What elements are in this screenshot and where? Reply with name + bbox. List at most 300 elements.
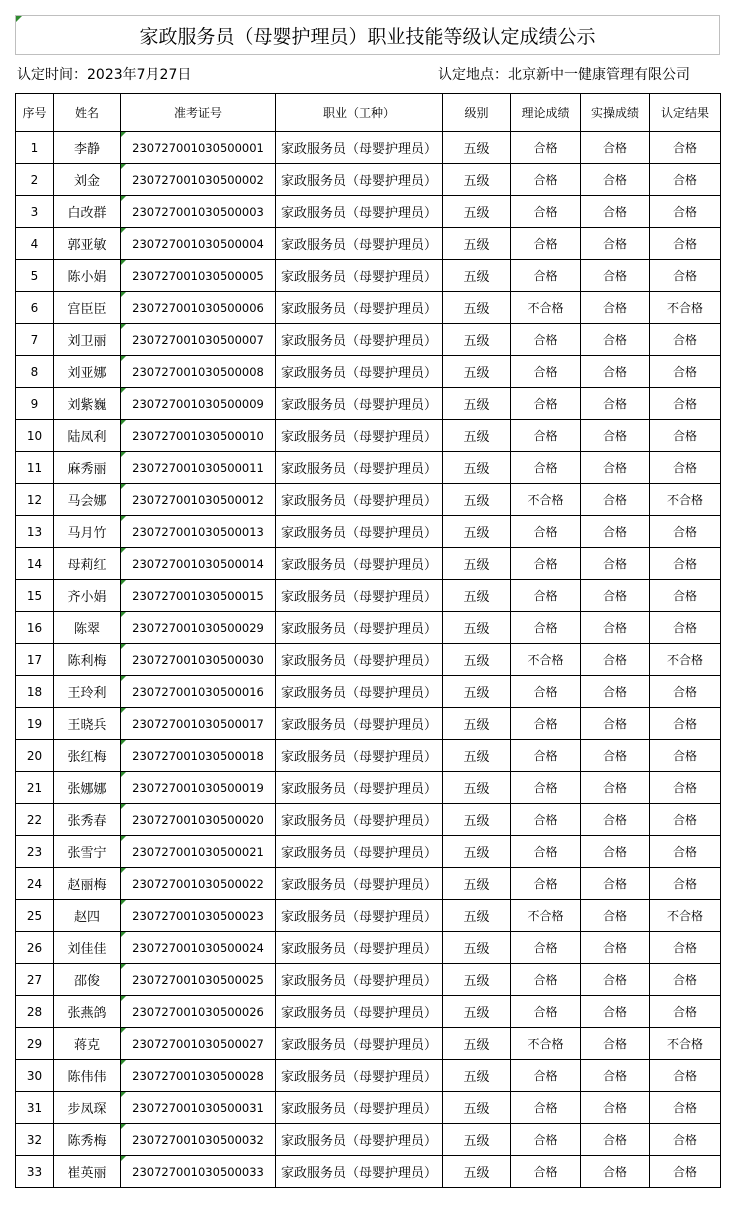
theory-cell: 合格 — [511, 356, 581, 388]
grade-cell: 五级 — [443, 932, 511, 964]
practice-cell: 合格 — [581, 1124, 650, 1156]
cert-number-cell: 230727001030500022 — [121, 868, 276, 900]
theory-cell: 不合格 — [511, 644, 581, 676]
table-row — [16, 612, 721, 644]
theory-cell: 合格 — [511, 452, 581, 484]
theory-cell: 合格 — [511, 836, 581, 868]
table-row — [16, 388, 721, 420]
assessment-place: 认定地点：北京新中一健康管理有限公司 — [438, 67, 690, 83]
cert-number-cell: 230727001030500029 — [121, 612, 276, 644]
name-cell: 崔英丽 — [54, 1156, 121, 1188]
job-cell: 家政服务员（母婴护理员） — [276, 484, 443, 516]
job-cell: 家政服务员（母婴护理员） — [276, 228, 443, 260]
header-theory: 理论成绩 — [511, 94, 581, 132]
job-cell: 家政服务员（母婴护理员） — [276, 804, 443, 836]
result-cell: 合格 — [650, 228, 721, 260]
score-sheet — [15, 15, 720, 1188]
result-cell: 合格 — [650, 868, 721, 900]
grade-cell: 五级 — [443, 612, 511, 644]
name-cell: 陈秀梅 — [54, 1124, 121, 1156]
job-cell: 家政服务员（母婴护理员） — [276, 772, 443, 804]
result-cell: 合格 — [650, 420, 721, 452]
grade-cell: 五级 — [443, 196, 511, 228]
name-cell: 母莉红 — [54, 548, 121, 580]
job-cell: 家政服务员（母婴护理员） — [276, 548, 443, 580]
cert-number-cell: 230727001030500019 — [121, 772, 276, 804]
table-row — [16, 708, 721, 740]
job-cell: 家政服务员（母婴护理员） — [276, 996, 443, 1028]
practice-cell: 合格 — [581, 452, 650, 484]
theory-cell: 不合格 — [511, 1028, 581, 1060]
result-cell: 合格 — [650, 388, 721, 420]
name-cell: 刘卫丽 — [54, 324, 121, 356]
cert-number-cell: 230727001030500015 — [121, 580, 276, 612]
result-cell: 合格 — [650, 932, 721, 964]
grade-cell: 五级 — [443, 1156, 511, 1188]
cert-number-cell: 230727001030500002 — [121, 164, 276, 196]
table-row — [16, 1028, 721, 1060]
result-cell: 不合格 — [650, 644, 721, 676]
seq-cell: 33 — [16, 1156, 54, 1188]
cert-number-cell: 230727001030500009 — [121, 388, 276, 420]
name-cell: 步凤琛 — [54, 1092, 121, 1124]
result-cell: 合格 — [650, 836, 721, 868]
result-cell: 合格 — [650, 324, 721, 356]
result-cell: 合格 — [650, 1092, 721, 1124]
result-cell: 合格 — [650, 516, 721, 548]
cert-number-cell: 230727001030500004 — [121, 228, 276, 260]
table-row — [16, 324, 721, 356]
practice-cell: 合格 — [581, 132, 650, 164]
seq-cell: 28 — [16, 996, 54, 1028]
name-cell: 张娜娜 — [54, 772, 121, 804]
job-cell: 家政服务员（母婴护理员） — [276, 1092, 443, 1124]
result-cell: 合格 — [650, 548, 721, 580]
job-cell: 家政服务员（母婴护理员） — [276, 452, 443, 484]
seq-cell: 7 — [16, 324, 54, 356]
result-cell: 合格 — [650, 196, 721, 228]
table-row — [16, 1156, 721, 1188]
name-cell: 郭亚敏 — [54, 228, 121, 260]
theory-cell: 合格 — [511, 708, 581, 740]
table-row — [16, 996, 721, 1028]
theory-cell: 合格 — [511, 260, 581, 292]
seq-cell: 5 — [16, 260, 54, 292]
name-cell: 邵俊 — [54, 964, 121, 996]
grade-cell: 五级 — [443, 324, 511, 356]
name-cell: 陈翠 — [54, 612, 121, 644]
theory-cell: 合格 — [511, 324, 581, 356]
practice-cell: 合格 — [581, 708, 650, 740]
grade-cell: 五级 — [443, 228, 511, 260]
job-cell: 家政服务员（母婴护理员） — [276, 964, 443, 996]
name-cell: 张雪宁 — [54, 836, 121, 868]
result-cell: 不合格 — [650, 900, 721, 932]
header-name: 姓名 — [54, 94, 121, 132]
assessment-time: 认定时间：2023年7月27日 — [17, 67, 192, 83]
practice-cell: 合格 — [581, 1156, 650, 1188]
cert-number-cell: 230727001030500032 — [121, 1124, 276, 1156]
job-cell: 家政服务员（母婴护理员） — [276, 420, 443, 452]
table-row — [16, 740, 721, 772]
table-row — [16, 804, 721, 836]
name-cell: 刘佳佳 — [54, 932, 121, 964]
practice-cell: 合格 — [581, 964, 650, 996]
practice-cell: 合格 — [581, 644, 650, 676]
table-row — [16, 548, 721, 580]
seq-cell: 11 — [16, 452, 54, 484]
seq-cell: 20 — [16, 740, 54, 772]
table-row — [16, 196, 721, 228]
grade-cell: 五级 — [443, 900, 511, 932]
cert-number-cell: 230727001030500013 — [121, 516, 276, 548]
name-cell: 张红梅 — [54, 740, 121, 772]
header-practice: 实操成绩 — [581, 94, 650, 132]
cert-number-cell: 230727001030500018 — [121, 740, 276, 772]
grade-cell: 五级 — [443, 420, 511, 452]
table-row — [16, 900, 721, 932]
grade-cell: 五级 — [443, 452, 511, 484]
seq-cell: 19 — [16, 708, 54, 740]
cert-number-cell: 230727001030500017 — [121, 708, 276, 740]
grade-cell: 五级 — [443, 1124, 511, 1156]
grade-cell: 五级 — [443, 580, 511, 612]
cert-number-cell: 230727001030500007 — [121, 324, 276, 356]
table-row — [16, 132, 721, 164]
grade-cell: 五级 — [443, 772, 511, 804]
info-row — [15, 55, 720, 93]
practice-cell: 合格 — [581, 164, 650, 196]
practice-cell: 合格 — [581, 228, 650, 260]
theory-cell: 合格 — [511, 388, 581, 420]
theory-cell: 合格 — [511, 228, 581, 260]
table-row — [16, 228, 721, 260]
practice-cell: 合格 — [581, 516, 650, 548]
table-row — [16, 580, 721, 612]
seq-cell: 6 — [16, 292, 54, 324]
table-row — [16, 1092, 721, 1124]
grade-cell: 五级 — [443, 548, 511, 580]
name-cell: 王晓兵 — [54, 708, 121, 740]
result-cell: 合格 — [650, 1156, 721, 1188]
job-cell: 家政服务员（母婴护理员） — [276, 196, 443, 228]
job-cell: 家政服务员（母婴护理员） — [276, 580, 443, 612]
name-cell: 张秀春 — [54, 804, 121, 836]
practice-cell: 合格 — [581, 324, 650, 356]
theory-cell: 合格 — [511, 1060, 581, 1092]
practice-cell: 合格 — [581, 356, 650, 388]
practice-cell: 合格 — [581, 804, 650, 836]
grade-cell: 五级 — [443, 356, 511, 388]
name-cell: 马月竹 — [54, 516, 121, 548]
cert-number-cell: 230727001030500014 — [121, 548, 276, 580]
name-cell: 刘金 — [54, 164, 121, 196]
theory-cell: 不合格 — [511, 484, 581, 516]
seq-cell: 14 — [16, 548, 54, 580]
theory-cell: 合格 — [511, 804, 581, 836]
job-cell: 家政服务员（母婴护理员） — [276, 836, 443, 868]
name-cell: 马会娜 — [54, 484, 121, 516]
theory-cell: 合格 — [511, 420, 581, 452]
theory-cell: 不合格 — [511, 292, 581, 324]
table-body — [16, 132, 721, 1188]
result-cell: 合格 — [650, 580, 721, 612]
job-cell: 家政服务员（母婴护理员） — [276, 516, 443, 548]
cert-number-cell: 230727001030500012 — [121, 484, 276, 516]
grade-cell: 五级 — [443, 516, 511, 548]
result-cell: 不合格 — [650, 292, 721, 324]
job-cell: 家政服务员（母婴护理员） — [276, 612, 443, 644]
cert-number-cell: 230727001030500023 — [121, 900, 276, 932]
job-cell: 家政服务员（母婴护理员） — [276, 708, 443, 740]
practice-cell: 合格 — [581, 676, 650, 708]
theory-cell: 合格 — [511, 132, 581, 164]
result-cell: 合格 — [650, 996, 721, 1028]
table-row — [16, 164, 721, 196]
theory-cell: 合格 — [511, 1124, 581, 1156]
name-cell: 刘紫巍 — [54, 388, 121, 420]
theory-cell: 合格 — [511, 196, 581, 228]
table-row — [16, 868, 721, 900]
seq-cell: 32 — [16, 1124, 54, 1156]
theory-cell: 合格 — [511, 548, 581, 580]
seq-cell: 13 — [16, 516, 54, 548]
result-cell: 合格 — [650, 260, 721, 292]
name-cell: 陈小娟 — [54, 260, 121, 292]
grade-cell: 五级 — [443, 164, 511, 196]
name-cell: 宫臣臣 — [54, 292, 121, 324]
grade-cell: 五级 — [443, 388, 511, 420]
result-cell: 合格 — [650, 164, 721, 196]
theory-cell: 合格 — [511, 964, 581, 996]
cert-number-cell: 230727001030500028 — [121, 1060, 276, 1092]
job-cell: 家政服务员（母婴护理员） — [276, 132, 443, 164]
table-row — [16, 1060, 721, 1092]
name-cell: 蒋克 — [54, 1028, 121, 1060]
table-row — [16, 452, 721, 484]
header-result: 认定结果 — [650, 94, 721, 132]
name-cell: 陈利梅 — [54, 644, 121, 676]
grade-cell: 五级 — [443, 868, 511, 900]
header-seq: 序号 — [16, 94, 54, 132]
result-cell: 合格 — [650, 452, 721, 484]
name-cell: 白改群 — [54, 196, 121, 228]
result-cell: 合格 — [650, 132, 721, 164]
seq-cell: 9 — [16, 388, 54, 420]
job-cell: 家政服务员（母婴护理员） — [276, 260, 443, 292]
cert-number-cell: 230727001030500026 — [121, 996, 276, 1028]
table-row — [16, 516, 721, 548]
theory-cell: 不合格 — [511, 900, 581, 932]
practice-cell: 合格 — [581, 388, 650, 420]
job-cell: 家政服务员（母婴护理员） — [276, 740, 443, 772]
practice-cell: 合格 — [581, 1092, 650, 1124]
grade-cell: 五级 — [443, 644, 511, 676]
grade-cell: 五级 — [443, 1092, 511, 1124]
job-cell: 家政服务员（母婴护理员） — [276, 1156, 443, 1188]
practice-cell: 合格 — [581, 612, 650, 644]
score-table — [15, 93, 721, 1188]
grade-cell: 五级 — [443, 676, 511, 708]
practice-cell: 合格 — [581, 772, 650, 804]
theory-cell: 合格 — [511, 932, 581, 964]
practice-cell: 合格 — [581, 868, 650, 900]
theory-cell: 合格 — [511, 1156, 581, 1188]
grade-cell: 五级 — [443, 740, 511, 772]
table-row — [16, 1124, 721, 1156]
practice-cell: 合格 — [581, 548, 650, 580]
result-cell: 合格 — [650, 708, 721, 740]
seq-cell: 8 — [16, 356, 54, 388]
seq-cell: 15 — [16, 580, 54, 612]
cert-number-cell: 230727001030500008 — [121, 356, 276, 388]
seq-cell: 23 — [16, 836, 54, 868]
practice-cell: 合格 — [581, 1028, 650, 1060]
result-cell: 合格 — [650, 1060, 721, 1092]
name-cell: 陆凤利 — [54, 420, 121, 452]
job-cell: 家政服务员（母婴护理员） — [276, 1028, 443, 1060]
table-row — [16, 356, 721, 388]
seq-cell: 24 — [16, 868, 54, 900]
result-cell: 合格 — [650, 1124, 721, 1156]
theory-cell: 合格 — [511, 996, 581, 1028]
name-cell: 麻秀丽 — [54, 452, 121, 484]
job-cell: 家政服务员（母婴护理员） — [276, 868, 443, 900]
seq-cell: 17 — [16, 644, 54, 676]
seq-cell: 18 — [16, 676, 54, 708]
theory-cell: 合格 — [511, 164, 581, 196]
result-cell: 合格 — [650, 772, 721, 804]
practice-cell: 合格 — [581, 484, 650, 516]
seq-cell: 21 — [16, 772, 54, 804]
cert-number-cell: 230727001030500010 — [121, 420, 276, 452]
job-cell: 家政服务员（母婴护理员） — [276, 932, 443, 964]
cert-number-cell: 230727001030500006 — [121, 292, 276, 324]
cell-marker-icon — [16, 16, 22, 22]
grade-cell: 五级 — [443, 836, 511, 868]
grade-cell: 五级 — [443, 1028, 511, 1060]
job-cell: 家政服务员（母婴护理员） — [276, 644, 443, 676]
table-row — [16, 676, 721, 708]
table-row — [16, 772, 721, 804]
result-cell: 合格 — [650, 740, 721, 772]
result-cell: 不合格 — [650, 484, 721, 516]
job-cell: 家政服务员（母婴护理员） — [276, 1124, 443, 1156]
grade-cell: 五级 — [443, 132, 511, 164]
practice-cell: 合格 — [581, 836, 650, 868]
name-cell: 赵四 — [54, 900, 121, 932]
job-cell: 家政服务员（母婴护理员） — [276, 164, 443, 196]
theory-cell: 合格 — [511, 772, 581, 804]
grade-cell: 五级 — [443, 804, 511, 836]
seq-cell: 22 — [16, 804, 54, 836]
cert-number-cell: 230727001030500001 — [121, 132, 276, 164]
job-cell: 家政服务员（母婴护理员） — [276, 388, 443, 420]
theory-cell: 合格 — [511, 516, 581, 548]
result-cell: 合格 — [650, 356, 721, 388]
name-cell: 陈伟伟 — [54, 1060, 121, 1092]
seq-cell: 26 — [16, 932, 54, 964]
theory-cell: 合格 — [511, 1092, 581, 1124]
name-cell: 刘亚娜 — [54, 356, 121, 388]
cert-number-cell: 230727001030500031 — [121, 1092, 276, 1124]
seq-cell: 29 — [16, 1028, 54, 1060]
job-cell: 家政服务员（母婴护理员） — [276, 324, 443, 356]
table-row — [16, 932, 721, 964]
practice-cell: 合格 — [581, 260, 650, 292]
cert-number-cell: 230727001030500033 — [121, 1156, 276, 1188]
practice-cell: 合格 — [581, 932, 650, 964]
result-cell: 合格 — [650, 612, 721, 644]
grade-cell: 五级 — [443, 260, 511, 292]
seq-cell: 27 — [16, 964, 54, 996]
practice-cell: 合格 — [581, 740, 650, 772]
result-cell: 合格 — [650, 964, 721, 996]
result-cell: 不合格 — [650, 1028, 721, 1060]
practice-cell: 合格 — [581, 292, 650, 324]
seq-cell: 1 — [16, 132, 54, 164]
cert-number-cell: 230727001030500021 — [121, 836, 276, 868]
name-cell: 赵丽梅 — [54, 868, 121, 900]
seq-cell: 25 — [16, 900, 54, 932]
seq-cell: 3 — [16, 196, 54, 228]
page-title: 家政服务员（母婴护理员）职业技能等级认定成绩公示 — [139, 25, 596, 48]
name-cell: 张燕鸽 — [54, 996, 121, 1028]
grade-cell: 五级 — [443, 1060, 511, 1092]
table-row — [16, 644, 721, 676]
name-cell: 李静 — [54, 132, 121, 164]
practice-cell: 合格 — [581, 196, 650, 228]
cert-number-cell: 230727001030500025 — [121, 964, 276, 996]
cert-number-cell: 230727001030500003 — [121, 196, 276, 228]
cert-number-cell: 230727001030500020 — [121, 804, 276, 836]
practice-cell: 合格 — [581, 900, 650, 932]
practice-cell: 合格 — [581, 580, 650, 612]
header-job: 职业（工种） — [276, 94, 443, 132]
practice-cell: 合格 — [581, 1060, 650, 1092]
seq-cell: 31 — [16, 1092, 54, 1124]
seq-cell: 4 — [16, 228, 54, 260]
job-cell: 家政服务员（母婴护理员） — [276, 292, 443, 324]
grade-cell: 五级 — [443, 484, 511, 516]
table-row — [16, 836, 721, 868]
cert-number-cell: 230727001030500024 — [121, 932, 276, 964]
theory-cell: 合格 — [511, 580, 581, 612]
name-cell: 齐小娟 — [54, 580, 121, 612]
cert-number-cell: 230727001030500016 — [121, 676, 276, 708]
header-cert: 准考证号 — [121, 94, 276, 132]
name-cell: 王玲利 — [54, 676, 121, 708]
theory-cell: 合格 — [511, 676, 581, 708]
theory-cell: 合格 — [511, 740, 581, 772]
result-cell: 合格 — [650, 804, 721, 836]
table-row — [16, 964, 721, 996]
practice-cell: 合格 — [581, 996, 650, 1028]
table-row — [16, 260, 721, 292]
job-cell: 家政服务员（母婴护理员） — [276, 900, 443, 932]
result-cell: 合格 — [650, 676, 721, 708]
seq-cell: 12 — [16, 484, 54, 516]
job-cell: 家政服务员（母婴护理员） — [276, 356, 443, 388]
seq-cell: 30 — [16, 1060, 54, 1092]
cert-number-cell: 230727001030500027 — [121, 1028, 276, 1060]
cert-number-cell: 230727001030500030 — [121, 644, 276, 676]
job-cell: 家政服务员（母婴护理员） — [276, 676, 443, 708]
cert-number-cell: 230727001030500011 — [121, 452, 276, 484]
theory-cell: 合格 — [511, 868, 581, 900]
header-grade: 级别 — [443, 94, 511, 132]
seq-cell: 16 — [16, 612, 54, 644]
